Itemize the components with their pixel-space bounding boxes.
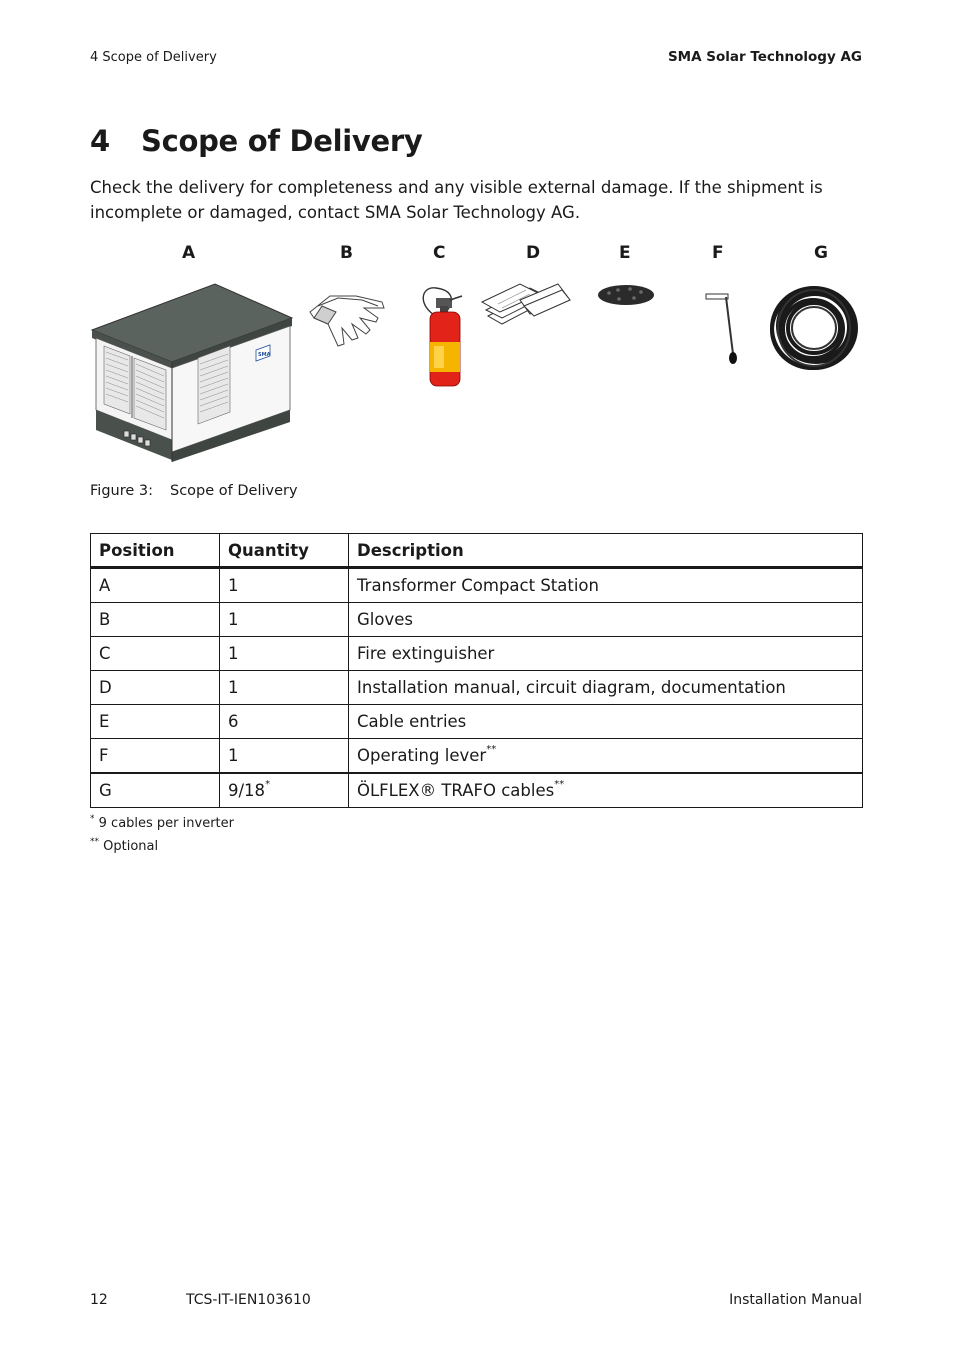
table-row [91,637,863,671]
scope-of-delivery-figure [0,0,954,470]
cell-position: B [91,603,220,637]
cell-quantity: 1 [220,603,349,637]
footnote-1 [90,816,234,831]
figure-letter-c: C [433,243,446,263]
running-header-company: SMA Solar Technology AG [667,49,862,65]
cell-description: Cable entries [349,705,863,739]
cell-position: G [91,773,220,808]
figure-letter-g: G [814,243,828,263]
figure-letter-b: B [340,243,353,263]
table-header-row [91,534,863,568]
cell-quantity: 9/18* [220,773,349,808]
fire-extinguisher-icon [423,288,462,386]
table-row [91,568,863,603]
column-header-position: Position [91,534,220,568]
column-header-description: Description [349,534,863,568]
cell-description: ÖLFLEX® TRAFO cables** [349,773,863,808]
cell-quantity: 6 [220,705,349,739]
table-row [91,773,863,808]
footnote-mark: * [90,814,95,824]
table-row [91,739,863,774]
gloves-icon [310,296,384,346]
operating-lever-icon [706,294,737,364]
table-row [91,671,863,705]
running-header-section: 4 Scope of Delivery [90,50,217,65]
figure-caption-text: Scope of Delivery [170,483,298,499]
figure-letter-a: A [182,243,196,263]
sma-logo-text: SMA [258,352,271,358]
figure-caption [90,483,298,499]
section-title: Scope of Delivery [141,124,423,158]
cable-coil-icon [772,288,856,368]
cable-entry-icon [598,285,654,305]
cell-description: Fire extinguisher [349,637,863,671]
transformer-station-icon [92,284,292,462]
figure-letter-e: E [619,243,631,263]
footer-doc-id: TCS-IT-IEN103610 [186,1292,311,1308]
cell-quantity: 1 [220,671,349,705]
intro-paragraph: Check the delivery for completeness and any visible external damage. If the shipment is incomplete or damaged, contact SMA Solar Technology AG. [90,178,823,222]
figure-letter-f: F [712,243,724,263]
footnote-2 [90,839,158,854]
cell-description: Gloves [349,603,863,637]
scope-table [90,533,863,808]
cell-description: Installation manual, circuit diagram, documentation [349,671,863,705]
cell-description: Transformer Compact Station [349,568,863,603]
cell-position: E [91,705,220,739]
cell-quantity: 1 [220,739,349,774]
footer-page-number: 12 [90,1292,108,1308]
footer-doc-type: Installation Manual [729,1292,862,1308]
cell-quantity: 1 [220,637,349,671]
footnote-text: Optional [103,839,159,854]
cell-position: F [91,739,220,774]
figure-caption-label: Figure 3: [90,483,153,499]
cell-position: A [91,568,220,603]
cell-position: D [91,671,220,705]
footnote-text: 9 cables per inverter [98,816,234,831]
documents-icon [482,284,570,324]
table-row [91,705,863,739]
cell-description: Operating lever** [349,739,863,774]
figure-letter-d: D [526,243,541,263]
column-header-quantity: Quantity [220,534,349,568]
section-number: 4 [90,124,110,158]
table-row [91,603,863,637]
cell-quantity: 1 [220,568,349,603]
footnote-mark: ** [90,837,99,847]
cell-position: C [91,637,220,671]
